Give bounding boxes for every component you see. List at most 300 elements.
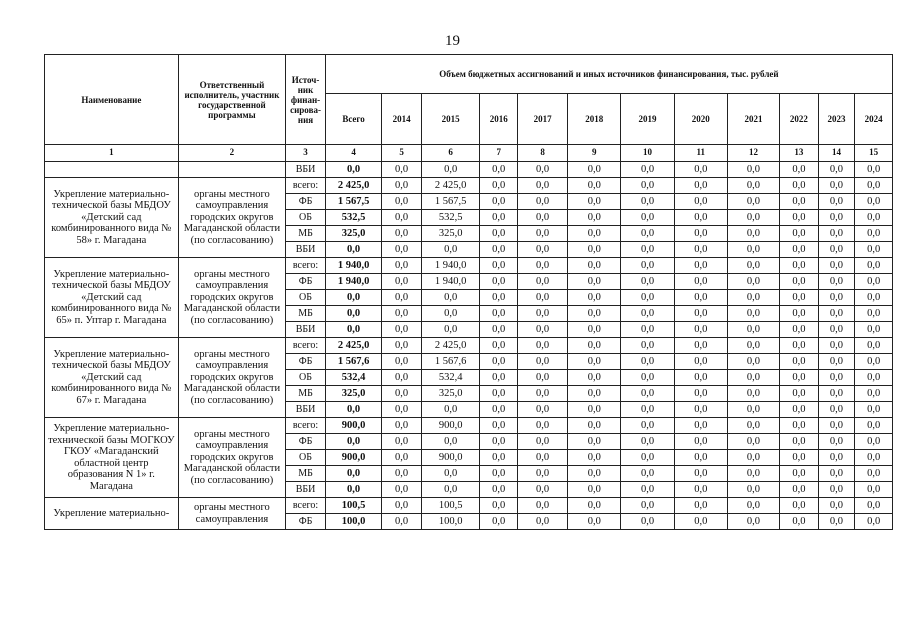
value-cell: 0,0: [780, 242, 819, 258]
value-cell: 0,0: [818, 290, 855, 306]
value-cell: 0,0: [518, 370, 568, 386]
value-cell: 0,0: [382, 370, 422, 386]
column-index: 9: [568, 145, 621, 162]
value-cell: 0,0: [674, 434, 727, 450]
budget-table: [44, 54, 893, 530]
value-cell: 0,0: [480, 354, 518, 370]
value-cell: 0,0: [855, 450, 893, 466]
source-cell: всего:: [286, 178, 326, 194]
source-cell: ФБ: [286, 514, 326, 530]
value-cell: 0,0: [480, 210, 518, 226]
value-cell: 0,0: [855, 354, 893, 370]
value-cell: 0,0: [480, 338, 518, 354]
value-cell: 0,0: [855, 258, 893, 274]
column-index: 11: [674, 145, 727, 162]
value-cell: 1 940,0: [421, 274, 479, 290]
value-cell: 0,0: [421, 290, 479, 306]
value-cell: 0,0: [674, 466, 727, 482]
value-cell: 0,0: [480, 226, 518, 242]
value-cell: 0,0: [518, 194, 568, 210]
value-cell: 0,0: [818, 226, 855, 242]
value-cell: 0,0: [780, 386, 819, 402]
value-total: 0,0: [325, 402, 381, 418]
value-cell: 0,0: [518, 322, 568, 338]
value-cell: 0,0: [818, 274, 855, 290]
value-cell: 0,0: [382, 162, 422, 178]
value-cell: 0,0: [621, 370, 674, 386]
value-cell: 0,0: [818, 418, 855, 434]
value-cell: 0,0: [855, 162, 893, 178]
value-cell: 0,0: [568, 386, 621, 402]
value-cell: 0,0: [480, 402, 518, 418]
value-cell: 0,0: [855, 498, 893, 514]
value-cell: 2 425,0: [421, 338, 479, 354]
value-cell: 0,0: [818, 402, 855, 418]
header-year: 2023: [818, 94, 855, 145]
value-cell: 0,0: [855, 338, 893, 354]
value-cell: 0,0: [780, 178, 819, 194]
responsible-executor: органы местного самоуправления городских округов Магаданской области (по согласованию): [178, 258, 286, 338]
value-cell: 0,0: [855, 290, 893, 306]
value-cell: 0,0: [855, 370, 893, 386]
value-cell: 0,0: [855, 466, 893, 482]
value-cell: 0,0: [480, 242, 518, 258]
value-total: 0,0: [325, 322, 381, 338]
value-cell: 0,0: [780, 226, 819, 242]
source-cell: ОБ: [286, 290, 326, 306]
activity-name: Укрепление материально-технической базы МОГКОУ ГКОУ «Магаданский областной центр образования N 1» г. Магадана: [45, 418, 179, 498]
value-cell: 0,0: [568, 194, 621, 210]
value-cell: 0,0: [727, 370, 779, 386]
value-cell: 0,0: [855, 210, 893, 226]
source-cell: МБ: [286, 466, 326, 482]
source-cell: ВБИ: [286, 322, 326, 338]
value-cell: 0,0: [780, 338, 819, 354]
value-total: 1 940,0: [325, 258, 381, 274]
value-cell: 0,0: [727, 274, 779, 290]
value-total: 532,5: [325, 210, 381, 226]
value-cell: 0,0: [621, 194, 674, 210]
value-cell: 0,0: [780, 210, 819, 226]
header-year: 2020: [674, 94, 727, 145]
column-index: 13: [780, 145, 819, 162]
value-cell: 0,0: [568, 450, 621, 466]
value-cell: 0,0: [421, 482, 479, 498]
value-cell: 0,0: [568, 514, 621, 530]
value-cell: 0,0: [818, 306, 855, 322]
column-index: 15: [855, 145, 893, 162]
value-cell: 0,0: [621, 514, 674, 530]
column-index: 4: [325, 145, 381, 162]
value-cell: 0,0: [568, 274, 621, 290]
value-cell: 0,0: [818, 210, 855, 226]
value-cell: 0,0: [855, 194, 893, 210]
value-cell: 0,0: [780, 162, 819, 178]
value-total: 2 425,0: [325, 338, 381, 354]
value-cell: 0,0: [674, 514, 727, 530]
value-cell: 0,0: [421, 242, 479, 258]
table-row: [45, 418, 893, 434]
value-cell: 0,0: [780, 514, 819, 530]
value-cell: 0,0: [855, 482, 893, 498]
value-cell: 0,0: [727, 434, 779, 450]
value-cell: 0,0: [382, 210, 422, 226]
value-cell: 0,0: [621, 306, 674, 322]
value-cell: 1 567,5: [421, 194, 479, 210]
value-cell: 0,0: [621, 418, 674, 434]
value-cell: 0,0: [727, 194, 779, 210]
column-index: 5: [382, 145, 422, 162]
value-cell: 0,0: [568, 402, 621, 418]
value-cell: 0,0: [480, 322, 518, 338]
value-cell: 0,0: [674, 258, 727, 274]
value-cell: 0,0: [727, 210, 779, 226]
value-total: 325,0: [325, 386, 381, 402]
value-cell: 0,0: [674, 418, 727, 434]
responsible-executor: органы местного самоуправления: [178, 498, 286, 530]
source-cell: ВБИ: [286, 162, 326, 178]
value-total: 0,0: [325, 482, 381, 498]
value-cell: 2 425,0: [421, 178, 479, 194]
value-cell: 0,0: [674, 322, 727, 338]
value-total: 0,0: [325, 162, 381, 178]
value-cell: 0,0: [818, 178, 855, 194]
source-cell: ВБИ: [286, 402, 326, 418]
value-cell: 0,0: [727, 498, 779, 514]
column-index: 14: [818, 145, 855, 162]
value-cell: 0,0: [518, 466, 568, 482]
value-cell: 0,0: [727, 290, 779, 306]
value-cell: 0,0: [818, 514, 855, 530]
value-cell: 0,0: [818, 322, 855, 338]
value-cell: 0,0: [421, 306, 479, 322]
value-cell: 325,0: [421, 386, 479, 402]
value-cell: 0,0: [780, 418, 819, 434]
value-cell: 0,0: [780, 370, 819, 386]
value-cell: 0,0: [568, 498, 621, 514]
value-cell: 0,0: [382, 482, 422, 498]
value-cell: 0,0: [855, 242, 893, 258]
value-cell: 0,0: [518, 354, 568, 370]
source-cell: всего:: [286, 258, 326, 274]
value-cell: 0,0: [568, 290, 621, 306]
value-cell: 532,4: [421, 370, 479, 386]
value-cell: 0,0: [818, 498, 855, 514]
value-cell: 0,0: [568, 258, 621, 274]
value-cell: 0,0: [621, 338, 674, 354]
value-cell: 0,0: [568, 482, 621, 498]
value-cell: 0,0: [727, 306, 779, 322]
value-cell: 0,0: [568, 434, 621, 450]
column-index: 8: [518, 145, 568, 162]
value-total: 0,0: [325, 466, 381, 482]
value-cell: 0,0: [421, 402, 479, 418]
value-total: 325,0: [325, 226, 381, 242]
value-cell: 0,0: [480, 258, 518, 274]
value-cell: 0,0: [674, 386, 727, 402]
value-cell: 0,0: [480, 306, 518, 322]
value-cell: 0,0: [674, 226, 727, 242]
value-cell: 0,0: [518, 338, 568, 354]
value-cell: 0,0: [727, 450, 779, 466]
value-cell: 0,0: [480, 434, 518, 450]
source-cell: ВБИ: [286, 482, 326, 498]
value-cell: 0,0: [382, 322, 422, 338]
value-cell: 0,0: [518, 290, 568, 306]
header-total: Всего: [325, 94, 381, 145]
value-cell: 0,0: [480, 450, 518, 466]
value-cell: 0,0: [568, 162, 621, 178]
value-cell: 0,0: [674, 338, 727, 354]
value-cell: 0,0: [382, 226, 422, 242]
value-cell: 325,0: [421, 226, 479, 242]
value-cell: 0,0: [621, 210, 674, 226]
header-year: 2016: [480, 94, 518, 145]
source-cell: всего:: [286, 418, 326, 434]
value-cell: 0,0: [568, 338, 621, 354]
value-cell: 0,0: [421, 434, 479, 450]
table-row: [45, 258, 893, 274]
value-cell: 0,0: [780, 306, 819, 322]
header-volume: Объем бюджетных ассигнований и иных источников финансирования, тыс. рублей: [325, 55, 892, 94]
source-cell: ФБ: [286, 194, 326, 210]
value-cell: 0,0: [621, 434, 674, 450]
table-row: [45, 338, 893, 354]
value-cell: 0,0: [621, 290, 674, 306]
value-cell: 0,0: [382, 258, 422, 274]
value-cell: 0,0: [855, 402, 893, 418]
value-cell: 0,0: [518, 178, 568, 194]
header-year: 2015: [421, 94, 479, 145]
value-cell: 0,0: [674, 178, 727, 194]
value-cell: 0,0: [674, 306, 727, 322]
value-cell: 0,0: [568, 354, 621, 370]
value-cell: 0,0: [727, 162, 779, 178]
value-cell: 0,0: [855, 274, 893, 290]
header-year: 2021: [727, 94, 779, 145]
header-year: 2024: [855, 94, 893, 145]
value-cell: 0,0: [855, 434, 893, 450]
value-cell: 0,0: [382, 514, 422, 530]
value-cell: 0,0: [674, 498, 727, 514]
value-cell: 0,0: [855, 306, 893, 322]
value-cell: 900,0: [421, 450, 479, 466]
value-cell: 0,0: [382, 338, 422, 354]
value-total: 100,0: [325, 514, 381, 530]
value-cell: 0,0: [818, 338, 855, 354]
value-cell: 0,0: [818, 354, 855, 370]
responsible-executor: органы местного самоуправления городских округов Магаданской области (по согласованию): [178, 418, 286, 498]
value-cell: 0,0: [518, 162, 568, 178]
value-cell: 0,0: [518, 226, 568, 242]
value-cell: 0,0: [780, 450, 819, 466]
value-total: 532,4: [325, 370, 381, 386]
value-cell: 0,0: [855, 178, 893, 194]
value-cell: 0,0: [568, 178, 621, 194]
value-cell: 0,0: [727, 466, 779, 482]
value-cell: 0,0: [727, 338, 779, 354]
value-cell: 0,0: [621, 450, 674, 466]
value-cell: 0,0: [621, 274, 674, 290]
value-cell: 0,0: [621, 226, 674, 242]
column-index: 3: [286, 145, 326, 162]
value-cell: 0,0: [518, 258, 568, 274]
value-cell: 0,0: [480, 482, 518, 498]
value-cell: 0,0: [674, 162, 727, 178]
carry-over-row: [45, 162, 893, 178]
value-cell: 0,0: [674, 242, 727, 258]
value-cell: 0,0: [780, 434, 819, 450]
value-cell: 0,0: [818, 466, 855, 482]
header-year: 2017: [518, 94, 568, 145]
value-cell: 0,0: [480, 418, 518, 434]
value-cell: 0,0: [818, 482, 855, 498]
header-year: 2018: [568, 94, 621, 145]
source-cell: ФБ: [286, 434, 326, 450]
value-cell: 0,0: [780, 322, 819, 338]
value-cell: 0,0: [780, 194, 819, 210]
value-cell: 0,0: [518, 402, 568, 418]
value-cell: 0,0: [421, 322, 479, 338]
value-cell: 0,0: [727, 386, 779, 402]
value-cell: 0,0: [780, 258, 819, 274]
value-cell: 0,0: [818, 258, 855, 274]
value-cell: 0,0: [382, 178, 422, 194]
source-cell: ОБ: [286, 450, 326, 466]
value-cell: 0,0: [518, 514, 568, 530]
value-cell: 0,0: [382, 290, 422, 306]
value-cell: 0,0: [480, 194, 518, 210]
value-cell: 0,0: [674, 354, 727, 370]
value-cell: 0,0: [818, 434, 855, 450]
value-cell: 0,0: [818, 450, 855, 466]
value-cell: 0,0: [674, 274, 727, 290]
header-year: 2022: [780, 94, 819, 145]
value-total: 0,0: [325, 306, 381, 322]
value-cell: 0,0: [480, 290, 518, 306]
value-cell: 532,5: [421, 210, 479, 226]
value-cell: 0,0: [621, 162, 674, 178]
value-total: 0,0: [325, 290, 381, 306]
value-cell: 0,0: [621, 402, 674, 418]
activity-name: Укрепление материально-технической базы МБДОУ «Детский сад комбинированного вида № 67» г. Магадана: [45, 338, 179, 418]
value-cell: 0,0: [855, 226, 893, 242]
empty-cell: [178, 162, 286, 178]
value-cell: 0,0: [727, 178, 779, 194]
value-cell: 0,0: [674, 402, 727, 418]
value-total: 1 940,0: [325, 274, 381, 290]
value-cell: 0,0: [480, 514, 518, 530]
value-cell: 0,0: [727, 482, 779, 498]
value-cell: 0,0: [621, 258, 674, 274]
source-cell: ФБ: [286, 274, 326, 290]
value-total: 2 425,0: [325, 178, 381, 194]
value-cell: 0,0: [855, 418, 893, 434]
value-cell: 0,0: [568, 418, 621, 434]
value-cell: 0,0: [518, 418, 568, 434]
value-cell: 0,0: [780, 482, 819, 498]
value-cell: 0,0: [518, 274, 568, 290]
value-cell: 0,0: [674, 210, 727, 226]
value-total: 0,0: [325, 434, 381, 450]
value-cell: 0,0: [382, 418, 422, 434]
value-cell: 0,0: [855, 386, 893, 402]
value-cell: 0,0: [480, 162, 518, 178]
value-cell: 0,0: [727, 242, 779, 258]
source-cell: ФБ: [286, 354, 326, 370]
header-name: Наименование: [45, 55, 179, 145]
value-cell: 100,5: [421, 498, 479, 514]
value-cell: 0,0: [855, 322, 893, 338]
responsible-executor: органы местного самоуправления городских округов Магаданской области (по согласованию): [178, 178, 286, 258]
source-cell: ОБ: [286, 370, 326, 386]
value-cell: 0,0: [382, 434, 422, 450]
value-total: 100,5: [325, 498, 381, 514]
column-index: 6: [421, 145, 479, 162]
activity-name: Укрепление материально-технической базы МБДОУ «Детский сад комбинированного вида № 58» г. Магадана: [45, 178, 179, 258]
column-index: 12: [727, 145, 779, 162]
source-cell: всего:: [286, 498, 326, 514]
value-cell: 900,0: [421, 418, 479, 434]
value-cell: 0,0: [727, 226, 779, 242]
source-cell: МБ: [286, 386, 326, 402]
column-index: 7: [480, 145, 518, 162]
value-cell: 0,0: [780, 498, 819, 514]
value-cell: 0,0: [480, 498, 518, 514]
source-cell: ВБИ: [286, 242, 326, 258]
column-index: 2: [178, 145, 286, 162]
value-cell: 0,0: [382, 450, 422, 466]
value-cell: 0,0: [727, 418, 779, 434]
activity-name: Укрепление материально-: [45, 498, 179, 530]
value-cell: 0,0: [382, 306, 422, 322]
value-cell: 0,0: [382, 354, 422, 370]
value-cell: 0,0: [727, 322, 779, 338]
column-index: 1: [45, 145, 179, 162]
value-cell: 0,0: [518, 242, 568, 258]
value-cell: 0,0: [674, 370, 727, 386]
value-cell: 0,0: [780, 354, 819, 370]
value-cell: 0,0: [780, 290, 819, 306]
value-cell: 0,0: [382, 194, 422, 210]
value-cell: 0,0: [727, 258, 779, 274]
value-cell: 0,0: [621, 482, 674, 498]
source-cell: ОБ: [286, 210, 326, 226]
value-cell: 1 567,6: [421, 354, 479, 370]
value-cell: 0,0: [382, 466, 422, 482]
value-cell: 0,0: [818, 162, 855, 178]
value-cell: 0,0: [568, 370, 621, 386]
value-total: 1 567,6: [325, 354, 381, 370]
value-cell: 0,0: [674, 450, 727, 466]
value-cell: 0,0: [382, 402, 422, 418]
value-total: 900,0: [325, 450, 381, 466]
value-cell: 0,0: [518, 450, 568, 466]
value-cell: 0,0: [818, 386, 855, 402]
source-cell: МБ: [286, 226, 326, 242]
value-cell: 0,0: [518, 498, 568, 514]
header-source: Источ-ник финан-сирова-ния: [286, 55, 326, 145]
value-cell: 0,0: [518, 482, 568, 498]
value-cell: 0,0: [568, 466, 621, 482]
value-cell: 0,0: [480, 178, 518, 194]
value-cell: 0,0: [518, 434, 568, 450]
value-cell: 0,0: [818, 370, 855, 386]
header-year: 2014: [382, 94, 422, 145]
value-cell: 0,0: [621, 322, 674, 338]
value-cell: 0,0: [727, 402, 779, 418]
value-cell: 0,0: [382, 498, 422, 514]
